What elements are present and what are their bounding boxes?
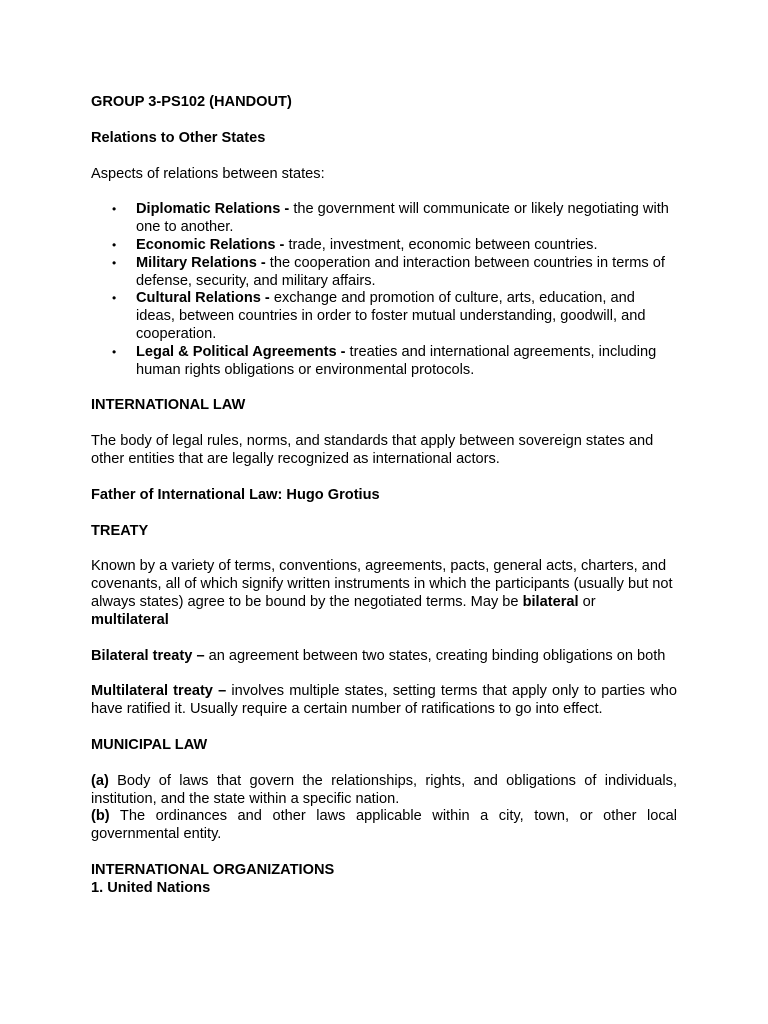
definition-text-b: The ordinances and other laws applicable within a city, town, or other local governmental entity.	[91, 808, 677, 843]
list-item	[112, 201, 677, 237]
section-heading-relations: Relations to Other States	[91, 129, 266, 146]
organization-item-united-nations: 1. United Nations	[91, 879, 211, 896]
aspect-description: trade, investment, economic between countries.	[284, 236, 598, 253]
bilateral-treaty-definition	[91, 648, 677, 666]
bullet-icon: •	[112, 255, 117, 270]
list-item	[112, 254, 677, 291]
multilateral-treaty-term: Multilateral treaty –	[91, 683, 227, 700]
bullet-icon: •	[112, 291, 117, 306]
list-item	[112, 343, 677, 380]
aspect-description: exchange and promotion of culture, arts, education, and ideas, between countries in order to foster mutual understanding, goodwill, and cooperation.	[136, 290, 646, 342]
definition-text-a: Body of laws that govern the relationships, rights, and obligations of individuals, institution, and the state within a specific nation.	[91, 772, 677, 807]
aspect-description: the government will communicate or likely negotiating with one to another.	[136, 201, 669, 236]
municipal-law-definition-b	[91, 808, 677, 844]
definition-label-a: (a)	[91, 772, 109, 789]
aspects-intro: Aspects of relations between states:	[91, 165, 325, 182]
aspect-term: Legal & Political Agreements -	[136, 343, 346, 360]
bullet-icon: •	[112, 202, 117, 217]
aspect-term: Economic Relations -	[136, 236, 285, 253]
multilateral-treaty-definition	[91, 683, 677, 719]
bullet-icon: •	[112, 344, 117, 359]
definition-label-b: (b)	[91, 808, 110, 825]
or-word: or	[578, 593, 596, 610]
list-item	[112, 290, 677, 343]
aspect-term: Diplomatic Relations -	[136, 201, 290, 218]
multilateral-treaty-description: involves multiple states, setting terms that apply only to parties who have ratified it. Usually require a certain number of ratifications to go into effect.	[91, 683, 677, 718]
international-law-definition: The body of legal rules, norms, and standards that apply between sovereign states and other entities that are legally recognized as international actors.	[91, 433, 654, 467]
bilateral-word: bilateral	[522, 593, 579, 610]
section-heading-international-organizations: INTERNATIONAL ORGANIZATIONS	[91, 861, 335, 878]
section-heading-treaty: TREATY	[91, 522, 149, 539]
section-heading-municipal-law: MUNICIPAL LAW	[91, 736, 208, 753]
father-of-international-law: Father of International Law: Hugo Grotius	[91, 486, 380, 503]
aspect-description: treaties and international agreements, including human rights obligations or environmental protocols.	[136, 343, 657, 378]
bilateral-treaty-term: Bilateral treaty –	[91, 647, 205, 664]
multilateral-word: multilateral	[91, 611, 169, 628]
list-item	[112, 236, 677, 255]
bullet-icon: •	[112, 237, 117, 252]
aspect-term: Cultural Relations -	[136, 290, 270, 307]
section-heading-international-law: INTERNATIONAL LAW	[91, 397, 246, 414]
aspect-term: Military Relations -	[136, 254, 266, 271]
aspects-list	[91, 201, 677, 379]
municipal-law-definition-a	[91, 773, 677, 809]
document-title: GROUP 3-PS102 (HANDOUT)	[91, 94, 292, 110]
treaty-definition	[91, 558, 677, 629]
treaty-body-text: Known by a variety of terms, conventions, agreements, pacts, general acts, charters, and covenants, all of which signify written instruments in which the participants (usually but not always states) agree to be bound by the negotiated terms. May be	[91, 558, 673, 610]
aspect-description: the cooperation and interaction between countries in terms of defense, security, and military affairs.	[136, 254, 665, 289]
bilateral-treaty-description: an agreement between two states, creating binding obligations on both	[204, 647, 666, 664]
